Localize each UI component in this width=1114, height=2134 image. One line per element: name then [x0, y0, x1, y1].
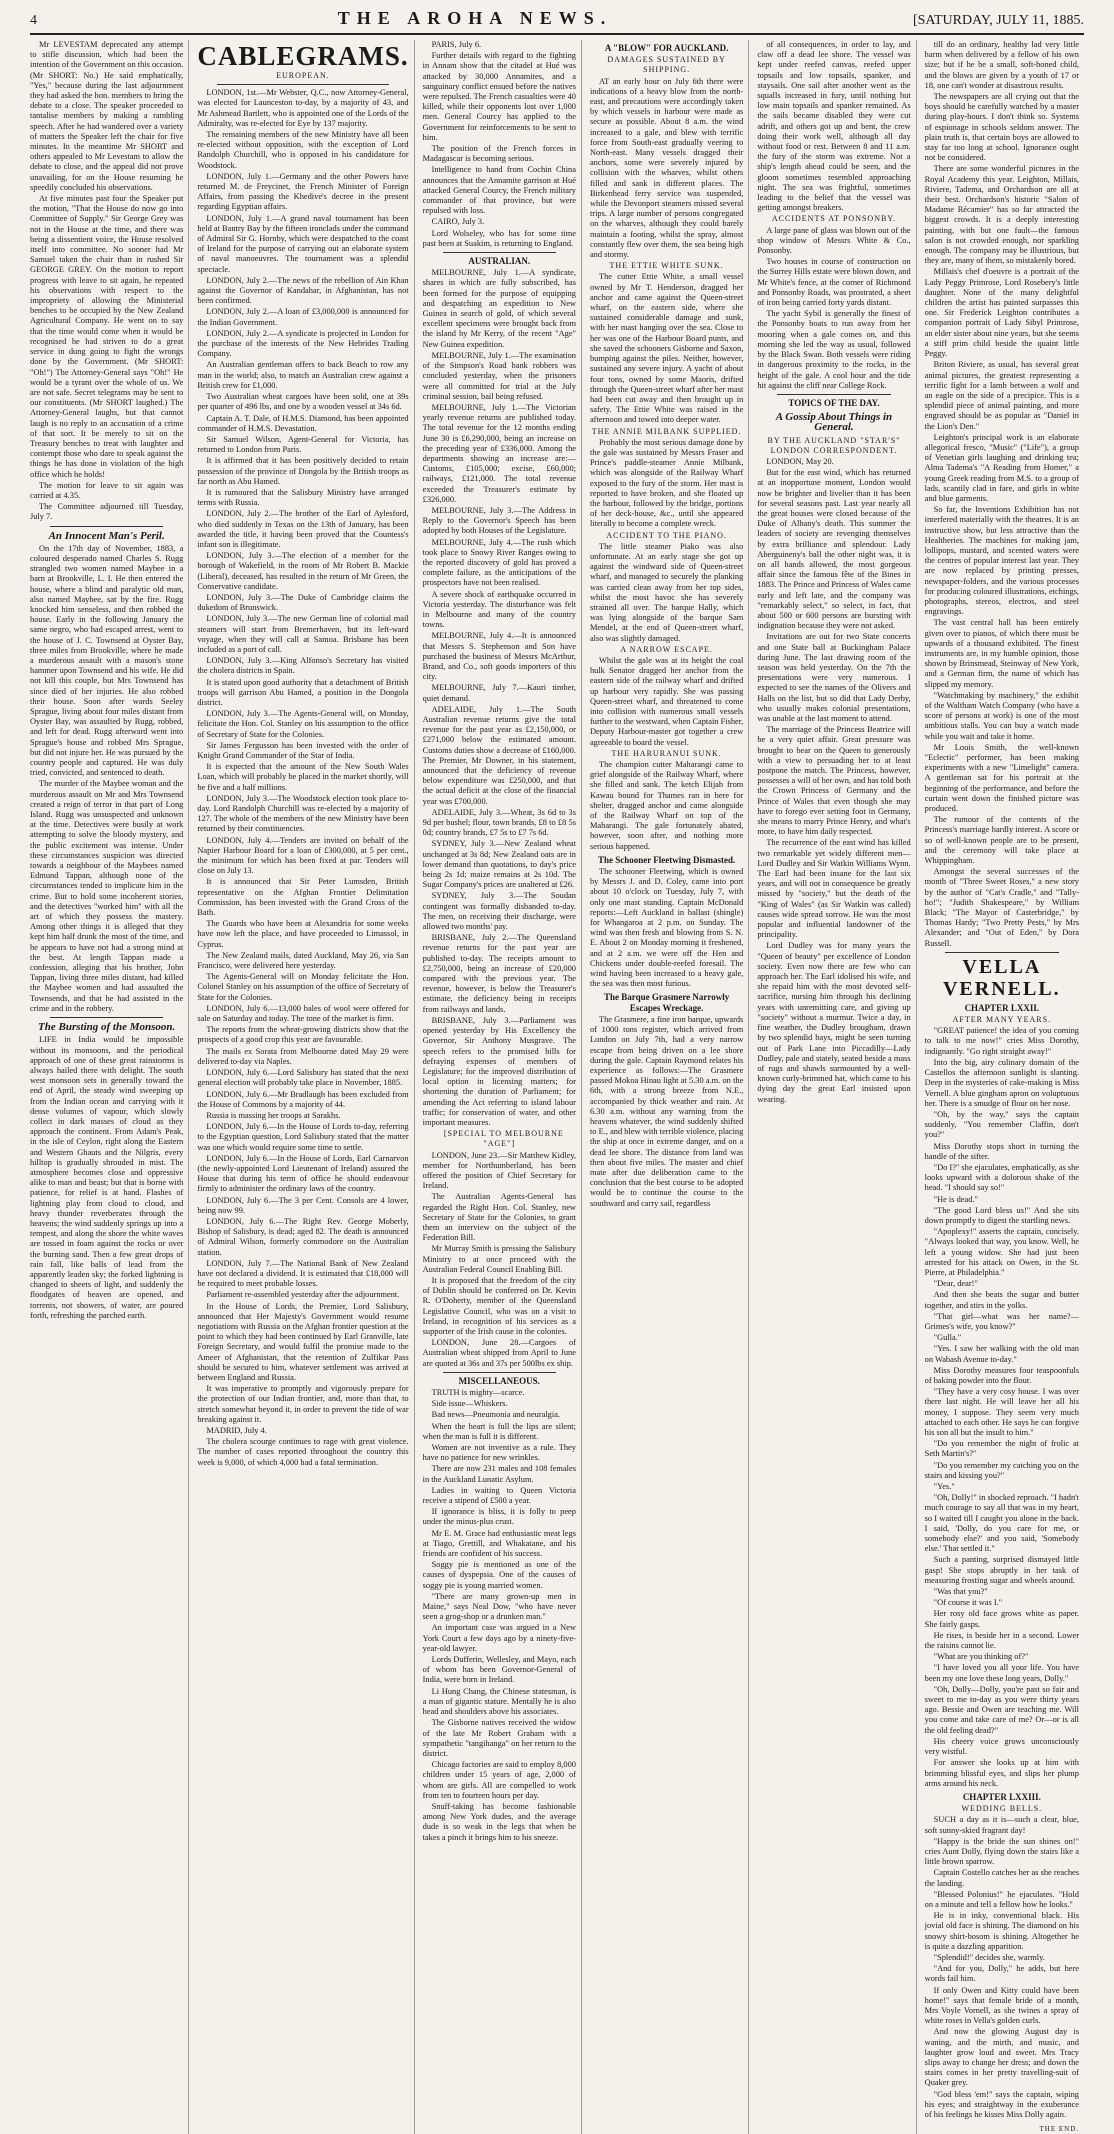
article-paragraph: The cholera scourge continues to rage with great violence. The number of cases reported throughout the country this week is 9,000, of which 4,000 had a fatal termination.: [197, 1437, 409, 1467]
article-paragraph: In the House of Lords, the Premier, Lord Salisbury, announced that Her Majesty's Government would resume negotiations with Russia on the Afghan frontier question at the point to which they had been continued by Earl Granville, late Foreign Secretary, and would fulfil the promise made to the Ameer of Afghanistan, that the retention of Zulfikar Pass should be secured to him, whatever settlement was arrived at between England and Russia.: [197, 1301, 409, 1382]
article-paragraph: till do an ordinary, healthy lad very little harm when delivered by a fellow of his own size; but if he be a small, soft-boned child, and the blows are given by a youth of 17 or 18, one can't wonder at disastrous results.: [924, 40, 1079, 90]
misc-item: Mr E. M. Grace had enthusiastic meat legs at Tiago, Grettill, and Whakatane, and his friends are confident of his success.: [422, 1528, 576, 1559]
article-paragraph: Captain A. T. Dale, of H.M.S. Diamond, has been appointed commander of H.M.S. Devastation.: [197, 413, 409, 433]
story-paragraph: Her rosy old face grows white as paper. She fairly gasps.: [924, 1609, 1079, 1629]
article-paragraph: At five minutes past four the Speaker put the motion, "That the House do now go into Committee of Supply." Sir George Grey was not in the House at the time, and there was being a dissentient voice, the House resolved itself into committee. No sooner had Mr Samuel taken the chair than in rushed Sir GEORGE GREY. On the motion to report progress with leave to sit again, he repeated his observations with respect to the impropriety of allowing the Ministerial benches to be occupied by the New Zealand Agricultural Company. He went on to say that the time would come when it would be recognised he had striven to do a great service in dung going to fight the wrongs done by the Government. (Mr SHORT: "Oh!") The Attorney-General says "Oh!" He would be a tyrant over the whole of us. We are not safe. Secret telegrams may be sent to our constituents. (Mr SHORT laughed.) The Attorney-General laughs, but that cannot laugh is no reply to an accusation of a crime of that sort. It be merely to sit on the Treasury benches to treat with laughter and contempt those who dare to speak against the things he has done in violation of the high office which he holds!: [30, 194, 184, 479]
story-paragraph: "Yes. I saw her walking with the old man on Wabash Avenue to-day.": [924, 1344, 1079, 1364]
article-paragraph: Lord Dudley was for many years the "Queen of beauty" per excellence of London society. Even now there are few who can approach her. The Earl idolised his wife, and she repaid him with the most devoted self-sacrifice, nursing him through his declining years with unremitting care, and giving up "society" without a murmur. Twice a day, in fine weather, the Dudley brougham, drawn by two splendid bays, might be seen turning out of Park Lane into Piccadilly—Lady Dudley, pale and stately, seated beside a mass of rugs and shawls surmounted by a well-known curly-brimmed hat, which came to his dying day the great Earl insisted upon wearing.: [757, 941, 911, 1104]
article-paragraph: The New Zealand mails, dated Auckland, May 26, via San Francisco, were delivered here yesterday.: [197, 950, 409, 971]
article-paragraph: So far, the Inventions Exhibition has not interfered materially with the theatres. It is an instructive show, but less attractive than the Healtheries. The machines for making jam, lollipops, mustard, and scented waters were the centres of popular interest last year. They are now replaced by printing presses, newspaper-folders, and the various processes for producing coloured illustrations, etchings, photographs, stereos, electros, and steel engravings.: [924, 505, 1079, 617]
article-paragraph: AT an early hour on July 6th there were indications of a heavy blow from the north-east, and precautions were accordingly taken by which vessels in harbour were made as secure as possible. About 8 a.m. the wind increased to a gale, and blew with terrific force from South-east gradually veering to North-east. Many vessels dragged their anchors, some were severely injured by collision with the wharves, whilst others filled and sank in different places. The Birkenhead ferry service was suspended, while the Devonport steamers missed several trips. A large number of persons congregated on the wharves, although they could barely maintain a footing, whilst the spray, almost constantly flew over them, the sea being high and stormy.: [589, 76, 744, 260]
article-paragraph: LONDON, July 6.—In the House of Lords to-day, referring to the Egyptian question, Lord Salisbury stated that the matter was one which would require some time to settle.: [197, 1122, 409, 1152]
article-paragraph: LONDON, July 1.—Germany and the other Powers have returned M. de Freycinet, the French Minister of Foreign Affairs, from passing the Khedive's decree in the present regarding Egyptian affairs.: [197, 171, 409, 212]
story-paragraph: "They have a very cosy house. I was over there last night. He will leave her all his money, I suppose. They seem very much attached to each other. He says he can forgive his son all but the insult to him.": [924, 1387, 1079, 1437]
article-paragraph: LONDON, July 2.—The news of the rebellion of Ain Khan against the Governor of Kandahar, in Afghanistan, has not been confirmed.: [197, 275, 409, 306]
story-paragraph: For answer she looks up at him with brimming blissful eyes, and slips her plump arms around his neck.: [924, 1758, 1079, 1788]
article-paragraph: The marriage of the Princess Beatrice will be a very quiet affair. Great pressure was brought to bear on the Queen to generously with a view to persuading her to at least postpone the match. The Princess, however, possesses a will of her own, and has told both the Crown Princess of Germany and the Prince of Wales that even though she may have to forego ever setting foot in Germany, she means to marry Prince Henry, and what's more, to have him daily respected.: [757, 725, 911, 837]
subhead-gossip: A Gossip About Things in General.: [775, 411, 893, 434]
story-paragraph: "Dear, dear!": [933, 1279, 978, 1289]
article-paragraph: LONDON, July 3.—The Duke of Cambridge claims the dukedom of Brunswick.: [197, 592, 409, 613]
article-paragraph: The reports from the wheat-growing districts show that the prospects of a good crop this year are favourable.: [197, 1025, 409, 1045]
subhead: ACCIDENT TO THE PIANO.: [606, 530, 727, 540]
article-paragraph: ADELAIDE, July 1.—The South Australian revenue returns give the total revenue for the past year as £2,150,000, or £271,000 below the estimated amount. Customs duties show a decrease of £160,000. The Premier, Mr Downer, in his statement, announced that the deficiency of revenue below expenditure was £250,000, and that the actual deficit at the close of the financial year was £700,000.: [422, 704, 576, 806]
article-paragraph: Two Australian wheat cargoes have been sold, one at 39s per quarter of 496 lbs, and one by a wooden vessel at 34s 6d.: [197, 392, 409, 412]
section-head-miscellaneous: MISCELLANEOUS.: [458, 1375, 540, 1386]
article-paragraph: Parliament re-assembled yesterday after the adjournment.: [206, 1290, 400, 1300]
story-paragraph: His cheery voice grows unconsciously very wistful.: [924, 1736, 1079, 1757]
article-paragraph: LONDON, July 1.—A grand naval tournament has been held at Bantry Bay by the fifteen ironclads under the command of Admiral Sir G. Hornby, which were despatched to the coast of Ireland for the purpose of carrying out an elaborate system of naval manoeuvres. The tournament was a splendid spectacle.: [197, 213, 409, 274]
story-paragraph: Captain Costello catches her as she reaches the landing.: [924, 1868, 1079, 1888]
article-paragraph: SYDNEY, July 3.—New Zealand wheat unchanged at 3s 8d; New Zealand oats are in lower demand than quotations, to day's price being 2s 1d; maize remains at 2s 10d. The Sugar Company's prices are unaltered at £26.: [422, 839, 576, 890]
story-paragraph: "Gulla.": [933, 1333, 962, 1343]
article-paragraph: The yacht Sybil is generally the finest of the Ponsonby boats to run away from her mooring when a gale comes on, and this morning she led the way as usual, followed by the Black Swan. Both vessels were riding in dangerous proximity to the rocks, in the height of the gale. A cool hour and the tide hit against the cliff near College Rock.: [757, 309, 911, 390]
chapter-subtitle: WEDDING BELLS.: [961, 1804, 1043, 1814]
divider: [777, 394, 890, 395]
article-paragraph: Sir Samuel Wilson, Agent-General for Victoria, has returned to London from Paris.: [197, 434, 409, 455]
story-paragraph: "And for you, Dolly," he adds, but here words fail him.: [924, 1964, 1079, 1984]
story-paragraph: Such a panting, surprised dismayed little gasp! She stops abruptly in her task of measuring frosting sugar and wheels around.: [924, 1555, 1079, 1585]
story-paragraph: "Was that you?": [933, 1587, 988, 1597]
article-paragraph: It is stated upon good authority that a detachment of British troops will garrison Abu Hamed, a position in the Dongola district.: [197, 677, 409, 707]
story-paragraph: Into the big, airy culinary domain of the Castellos the afternoon sunlight is slanting. Deep in the mysteries of cake-making is Miss Vernell. A blue gingham apron on voluptuous her. There is a smudge of flour on her nose.: [924, 1057, 1079, 1108]
article-paragraph: MELBOURNE, July 1.—The Victorian yearly revenue returns are published today. The total revenue for the 12 months ending June 30 is £6,290,000, being an increase on the preceding year of £336,000. Among the departments showing an increase are:—Customs, £105,000; excise, £60,000; railways, £121,000. The total revenue exceeded the Treasurer's estimate by £326,000.: [422, 402, 576, 504]
article-paragraph: LONDON, July 3.—King Alfonso's Secretary has visited the cholera districts in Spain.: [197, 656, 409, 676]
headline-blow-for-auckland: A "BLOW" FOR AUCKLAND.: [604, 43, 729, 53]
article-paragraph: The champion cutter Maharangi came to grief alongside of the Railway Wharf, where she filled and sank. The ketch Elijah from Kawau bound for Thames ran in here for shelter, dragged anchor and came alongside of the Railway Wharf on top of the Maharangi. The gale fortunately abated, however, soon after, and nothing more serious happened.: [589, 760, 744, 851]
divider: [50, 1017, 163, 1018]
story-paragraph: "Blessed Polonius!" he ejaculates. "Hold on a minute and tell a fellow how he looks.": [924, 1889, 1079, 1909]
article-paragraph: Probably the most serious damage done by the gale was sustained by Messrs Fraser and Prince's paddle-steamer Annie Milbank, which was alongside of the Railway Wharf exposed to the fury of the storm. Her mast is reported to have broken, and she floated up the harbour, followed by the bridge, portions of her deck-house, &c., until she appeared literally to become a complete wreck.: [589, 437, 744, 529]
the-end-mark: THE END.: [1039, 2125, 1079, 2134]
article-paragraph: MELBOURNE, July 1.—The examination of the Simpson's Road bank robbers was concluded yesterday, when the prisoners were all committed for trial at the July criminal session, bail being refused.: [422, 350, 576, 401]
article-paragraph: Intelligence to hand from Cochin China announces that the Annamite garrison at Hué attacked General Courcy, the French military commander of that province, but were repulsed with loss.: [422, 165, 576, 216]
story-paragraph: "What are you thinking of?": [933, 1652, 1029, 1662]
article-paragraph: But for the east wind, which has returned at an inopportune moment, London would now be brighter and livelier than it has been for several seasons past. Last year nearly all the great houses were closed because of the Duke of Albany's death. This summer the leaders of society are revenging themselves by extra brilliance and splendour. Lady Aberguineny's ball the other night was, it is on all hands allowed, the most gorgeous affair since the famous fête of the Bines in 1883. The Prince and Princess of Wales came early and left late, and the company was "remarkably select," so select, in fact, that about 500 or 600 persons are bursting with indignation because they were not asked.: [757, 468, 911, 631]
dateline: MADRID, July 4.: [206, 1426, 267, 1435]
misc-item: Women are not inventive as a rule. They have no patience for new wrinkles.: [422, 1443, 576, 1463]
article-paragraph: SYDNEY, July 3.—The Soudan contingent was formally disbanded to-day. The men, on receiving their discharge, were allowed two months' pay.: [422, 891, 576, 932]
column-6: [925, 40, 1084, 2134]
article-paragraph: The mails ex Sorata from Melbourne dated May 29 were delivered to-day via Naples.: [197, 1046, 409, 1066]
masthead-rule: [30, 33, 1084, 35]
article-paragraph: Leighton's principal work is an elaborate allegorical fresco, "Music" ("Life"), a group of Venetian girls laughing and drinking tea; Alma Tadema's "A Reading from Homer," a young Greek reading from M.S. to a group of lads, scantily clad in fare, and girls in white and blue garments.: [924, 432, 1079, 503]
story-paragraph: "The good Lord bless us!" And she sits down promptly to digest the startling news.: [924, 1205, 1079, 1225]
article-paragraph: It is announced that Sir Peter Lumsden, British representative on the Afghan Frontier Delimitation Commission, has been invested with the Grand Cross of the Bath.: [197, 877, 409, 918]
article-paragraph: It is affirmed that it has been positively decided to retain possession of the province of Dongola by the British troops as far north as Abu Hamed.: [197, 456, 409, 486]
story-paragraph: "GREAT patience! the idea of you coming to talk to me now!" cries Miss Dorothy, indignantly. "Go right straight away!": [924, 1026, 1079, 1056]
article-paragraph: BRISBANE, July 2.—The Queensland revenue returns for the past year are published to-day. The receipts amount to £2,750,000, being an increase of £20,000 compared with the previous year. The revenue, however, is below the Treasurer's estimate, the deficiency being in receipts from railways and lands.: [422, 933, 576, 1014]
article-paragraph: MELBOURNE, July 7.—Kauri timber, quiet demand.: [422, 683, 576, 703]
story-paragraph: SUCH a day as it is—such a clear, blue, soft sunny-skied fragrant day!: [924, 1815, 1079, 1835]
article-paragraph: The Agents-General will on Monday felicitate the Hon. Colonel Stanley on his assumption of the office of Secretary of State for the Colonies.: [197, 972, 409, 1002]
article-paragraph: LONDON, July 4.—Tenders are invited on behalf of the Napier Harbour Board for a loan of £300,000, at 5 per cent., the minimum for which has been fixed at par. Tenders will close on July 13.: [197, 835, 409, 876]
article-paragraph: It was imperative to promptly and vigorously prepare for the protection of our Indian frontier, and, more than that, to stretch somewhat beyond it, in order to prevent the tide of war breaking against it.: [197, 1384, 409, 1424]
misc-item: Chicago factories are said to employ 8,000 children under 15 years of age, 2,000 of whom are girls. All are compelled to work from ten to fourteen hours per day.: [422, 1760, 576, 1800]
story-paragraph: He rises, is beside her in a second. Lower the raisins cannot lie.: [924, 1630, 1079, 1651]
article-paragraph: The little steamer Piako was also unfortunate. At an early stage she got up against the windward side of Queen-street wharf, and managed to securely the planking was carried clean away from her top sides, whilst the most havoc she has severely strained all over. The barque Hally, which was lying alongside of the barque Sam Mendel, at the end of Queen-street wharf, also was slightly damaged.: [589, 541, 744, 643]
divider: [50, 526, 163, 527]
article-paragraph: LONDON, July 6.—The 3 per Cent. Consols are 4 lower, being now 99.: [197, 1195, 409, 1215]
divider: [443, 1372, 556, 1373]
column-4: [590, 40, 749, 2134]
byline: BY THE AUCKLAND "STAR'S" LONDON CORRESPONDENT.: [767, 435, 901, 455]
article-paragraph: LONDON, July 2.—A syndicate is projected in London for the purchase of the interests of the New Hebrides Trading Company.: [197, 328, 409, 359]
article-paragraph: The cutter Ettie White, a small vessel owned by Mr T. Henderson, dragged her anchor and came against the Queen-street wharf, on the eastern side, where she sustained considerable damage and sunk, with her mast hanging over the sea. Close to her was one of the Harbour Board punts, and she saved the schooners Gisborne and Saxon, bumping against the piles. Neither, however, sustained any severe injury. A yacht of about four tons, owned by some Maoris, drifted through the Queen-street wharf after her mast had been cut away and then brought up in safety. The Ettie White was raised in the afternoon and towed into deeper water.: [589, 272, 744, 425]
article-paragraph: The position of the French forces in Madagascar is becoming serious.: [422, 144, 576, 164]
story-paragraph: "Of course it was I.": [933, 1598, 1003, 1608]
misc-item: When the heart is full the lips are silent; when the man is full it is different.: [422, 1421, 576, 1441]
column-1: [30, 40, 189, 2134]
article-paragraph: The rumour of the contents of the Princess's marriage hardly interest. A score or so of well-known people are to be present, and the ceremony will take place at Whippingham.: [924, 815, 1079, 866]
subhead: A NARROW ESCAPE.: [620, 644, 713, 654]
dateline: LONDON, May 20.: [766, 456, 834, 466]
dateline: CAIRO, July 3.: [431, 217, 485, 227]
article-paragraph: LONDON, July 3.—The new German line of colonial mail steamers will start from Bremerhaven, but its left-ward voyage, when they will call at Samoa. Brisbane has been included as a port of call.: [197, 614, 409, 654]
headline-schooner-dismasted: The Schooner Fleetwing Dismasted.: [597, 854, 736, 865]
story-paragraph: And then she beats the sugar and butter together, and stirs in the yolks.: [924, 1290, 1079, 1310]
article-paragraph: LIFE in India would be impossible without its monsoons, and the periodical approach of one of these great rainstorms is always hailed there with delight. The south west monsoon sets in generally toward the end of April, the steady wind sweeping up from the Indian ocean and carrying with it dense volumes of vapour, which slowly collect in dark masses of cloud as they approach the continent. From Adam's Peak, in the isle of Ceylon, right along the Eastern and Western Ghauts and the Nilgris, every hilltop is gradually shrouded in mist. The atmosphere becomes close and oppressive alike to man and beast; but that is borne with patience, for relief is at hand. Flashes of lightning play from cloud to cloud, and heavy thunder reverberates through the heavens; the wind suddenly springs up into a tempest, and along the shore the white waves are tossed in foam against the rocks or over the burning sand. Then a few great drops of rain fall, like balls of lead from the apparently leaden sky; the forked lightning is changed to sheets of light, and suddenly the floodgates of heaven are opened, and torrents, not showers, of water, are poured forth, refreshing the parched earth.: [30, 1035, 184, 1320]
story-paragraph: "Do you remember my catching you on the stairs and kissing you?": [924, 1460, 1079, 1480]
story-paragraph: Miss Dorothy stops short in turning the handle of the sifter.: [924, 1141, 1079, 1161]
column-5: [757, 40, 916, 2134]
article-paragraph: LONDON, July 6.—The Right Rev. George Moberly, Bishop of Salisbury, is dead; aged 82. The death is announced of Admiral Wilson, formerly commodore on the Australian station.: [197, 1216, 409, 1257]
article-paragraph: The vast central hall has been entirely given over to pianos, of which there must be upwards of a thousand exhibited. The finest instruments are, in my humble opinion, those shown by Brinsmead, Steinway of New York, and a German firm, the name of which has slipped my memory.: [924, 618, 1079, 689]
story-paragraph: Miss Dorothy measures four teaspoonfuls of baking powder into the flour.: [924, 1365, 1079, 1385]
misc-item: Ladies in waiting to Queen Victoria receive a stipend of £500 a year.: [422, 1485, 576, 1506]
article-paragraph: The murder of the Maybee woman and the murderous assault on Mr and Mrs Townsend created a reign of terror in that part of Long Island. Rugg was unsuspected and unknown at the time. Detectives were busily at work attempting to solve the bloody mystery, and the public excitement was intense. Under these circumstances suspicion was directed towards a neighbour of the Maybees named Edmund Tappan, although none of the circumstances tended to implicate him in the crime. But to hold some incoherent stories, and the detectives "worked him" with all the art of which they possess the mastery. Among other things it is alleged that they kept him half drunk the most of the time, and he appears to have not had a strong mind at the best. At length Tappan made a confession, alleging that his brother, John Tappan, living three miles distant, had killed the Maybee women and had assaulted the Townsends, and that he had assisted in the crime and in the robbery.: [30, 779, 184, 1013]
headline-topics-of-the-day: TOPICS OF THE DAY.: [788, 397, 880, 408]
article-paragraph: MELBOURNE, July 4.—The rush which took place to Snowy River Ranges owing to the reported discovery of gold has proved a complete failure, as the anticipations of the prospectors have not been realised.: [422, 537, 576, 588]
dateline: PARIS, July 6.: [431, 40, 482, 49]
story-paragraph: "Do I?" she ejaculates, emphatically, as she looks upward with a dolorous shake of the head. "I should say so!": [924, 1162, 1080, 1193]
article-paragraph: Amongst the several successes of the month of "Three Sweet Roses," a new story by the author of "Cat's Cradle," and "Tally-ho!"; "Judith Shakespeare," by William Black; "The Mayor of Casterbridge," by Thomas Hardy; "Two Pretty Pests," by Mrs Alexander; and "Out of Eden," by Dora Russell.: [924, 867, 1079, 948]
subhead: THE HARURANUI SUNK.: [611, 748, 722, 758]
story-paragraph: "Yes.": [933, 1482, 955, 1492]
misc-item: Snuff-taking has become fashionable among New York dudes, and the average dude is so weak in the legs that when he takes a pinch it brings him to his sneeze.: [422, 1801, 576, 1842]
article-paragraph: of all consequences, in order to lay, and claw off a dead lee shore. The vessel was kept under reefed canvas, reefed upper topsails and low topsails, spanker, and staysails. One sail after another went as the squalls increased in fury, until nothing but low main topsails and spanker remained. As the sails became disabled they were cut adrift, and others got up and bent, the crew doing their work well, although all day without food or rest. Between 8 and 11 a.m. the fury of the storm was extreme. Not a ship's length ahead could be seen, and the gloom sometimes resembled approaching night. The sea was frightful, sometimes leading to the belief that the vessel was getting amongst breakers.: [757, 40, 911, 213]
article-paragraph: An Australian gentleman offers to back Beach to row any man in the world; also, to match an Australian crew against a British crew for £1,000.: [197, 360, 409, 390]
special-cable-head: [SPECIAL TO MELBOURNE "AGE"]: [443, 1129, 564, 1149]
section-subhead-european: EUROPEAN.: [276, 71, 330, 80]
article-paragraph: LONDON, July 7.—The National Bank of New Zealand have not declared a dividend. It is estimated that £18,000 will be required to meet probable losses.: [197, 1258, 409, 1289]
article-paragraph: LONDON, July 3.—The election of a member for the borough of Wakefield, in the room of Mr Robert B. Mackie (Liberal), deceased, has resulted in the return of Mr Green, the Conservative candidate.: [197, 551, 409, 591]
article-paragraph: MELBOURNE, July 4.—It is announced that Messrs S. Stephenson and Son have purchased the business of Messrs McArthur, Brand, and Co., soft goods importers of this city.: [422, 631, 576, 682]
story-paragraph: "God bless 'em!" says the captain, wiping his eyes; and straightway in the exuberance of his feelings he kisses Miss Dolly again.: [924, 2089, 1079, 2119]
misc-item: There are now 231 males and 108 females in the Auckland Lunatic Asylum.: [422, 1464, 576, 1484]
article-paragraph: On the 17th day of November, 1883, a coloured desperado named Charles S. Rugg strangled two women named Maybee in a barn at Brookville, L. I. He then entered the house, where a blind and paralytic old man, also named Maybee, sat by the fire. Rugg knocked him senseless, and then robbed the house. Early in the following January the same negro, who had escaped arrest, went to the house of J. C. Townsend at Oyster Bay, three miles from Brookville, where he made a murderous assault with a mason's stone hammer upon Townsend and his wife. He did not kill this couple, but Mrs Townsend has since died of her injuries. He also robbed their house. Soon after wards Seeley Sprague, living about four miles distant from Oyster Bay, was assaulted by Rugg, robbed, and left for dead. Rugg afterward went into Sprague's house and robbed Mrs Sprague, but did not injure her. He was pursued by the country people and captured. He was duly tried, convicted, and sentenced to death.: [30, 543, 184, 778]
article-paragraph: A large pane of glass was blown out of the shop window of Messrs White & Co., Ponsonby.: [757, 225, 911, 256]
divider: [217, 84, 388, 85]
story-paragraph: "Oh, Dolly—Dolly, you're past so fair and sweet to me to-day as you were thirty years ago. Bessie and Owen are teaching me. Will you come and take care of me? Or—or is all the old feeling dead?": [924, 1684, 1079, 1735]
article-paragraph: ADELAIDE, July 3.—Wheat, 3s 6d to 3s 9d per bushel; flour, town brands, £8 to £8 5s 0d; country brands, £7 5s to £7 7s 6d.: [422, 807, 576, 838]
newspaper-title: THE AROHA NEWS.: [337, 8, 613, 28]
misc-item: TRUTH is mighty—scarce.: [431, 1388, 525, 1397]
article-paragraph: LONDON, July 6.—13,000 bales of wool were offered for sale on Saturday and today. The tone of the market is firm.: [197, 1003, 409, 1024]
misc-item: Side issue—Whiskers.: [431, 1399, 508, 1409]
article-paragraph: It is rumoured that the Salisbury Ministry have arranged terms with Russia.: [197, 487, 409, 508]
article-paragraph: The motion for leave to sit again was carried at 4.35.: [30, 480, 184, 500]
article-paragraph: The Committee adjourned till Tuesday, July 7.: [30, 502, 184, 522]
subhead-damages: DAMAGES SUSTAINED BY SHIPPING.: [607, 55, 726, 75]
article-paragraph: Two houses in course of construction on the Surrey Hills estate were blown down, and Mr White's fence, at the corner of Richmond and Ponsonby Roads, was prostrated, a sheet of iron being carried forty yards distant.: [757, 257, 911, 308]
misc-item: "There are many grown-up men in Maine," says Neal Dow, "who have never seen a grog-shop or a drunken man.": [422, 1591, 576, 1622]
article-paragraph: It is proposed that the freedom of the city of Dublin should be conferred on Dr. Kevin R. O'Doherty, member of the Queensland Legislative Council, who was on a visit to Ireland, in recognition of his services as a supporter of the Irish cause in the colonies.: [422, 1275, 576, 1336]
article-paragraph: The remaining members of the new Ministry have all been re-elected without opposition, with the exception of Lord Randolph Churchill, who is opposed in his candidature for Woodstock.: [197, 130, 409, 170]
page-number: 4: [30, 13, 37, 28]
headline-innocent-mans-peril: An Innocent Man's Peril.: [48, 529, 165, 542]
divider: [945, 952, 1059, 953]
section-head-australian: AUSTRALIAN.: [468, 256, 531, 267]
article-paragraph: LONDON, July 3.—The Agents-General will, on Monday, felicitate the Hon. Col. Stanley on his assumption to the office of Secretary of State for the Colonies.: [197, 709, 409, 739]
story-paragraph: "I have loved you all your life. You have been my one love these long years, Dolly.": [924, 1663, 1079, 1683]
chapter-heading: CHAPTER LXXIII.: [962, 1791, 1041, 1802]
story-paragraph: "Apoplexy!" asserts the captain, concisely. "Always looked that way, you know. Well, he left a young widow. She had just been arrested for his attack on Owen, in the St. Pierre, at Philadelphia.": [924, 1227, 1079, 1277]
article-paragraph: LONDON, June 28.—Cargoes of Australian wheat shipped from April to June are quoted at 36s and 37s per 500lbs ex ship.: [422, 1338, 576, 1368]
article-paragraph: Mr LEVESTAM deprecated any attempt to stifle discussion, which had been the intention of the Government on this occasion. (Mr SHORT: No.) He said emphatically, "Yes," because during the last adjournment they had asked the hon. members to bring the debate to a close. The speaker proceeded to tantalise members by making a rambling speech. After he had wandered over a variety of matters the Speaker left the chair for five minutes. In the meantime Mr SHORT and others appealed to Mr Levestam to allow the debate to close, and the appeal did not prove unavailing, for on the House resuming he speedily concluded his observations.: [30, 40, 184, 192]
divider: [443, 252, 556, 253]
story-paragraph: "Oh, Dolly!" in shocked reproach. "I hadn't much courage to say all that was in my heart, so I waited till I caught you alone in the back. I said, 'Dolly, do you care for me, or somebody else?' and you said, 'Somebody else.' That settled it.": [924, 1493, 1079, 1554]
article-paragraph: Whilst the gale was at its height the coal hulk Senator dragged her anchor from the eastern side of the railway wharf and drifted up harbour very rapidly. She was passing Queen-street wharf, and threatened to come into collision with numerous small vessels further to the westward, when Captain Fisher, Deputy Harbour-master got together a crew agreeable to board the vessel.: [589, 655, 744, 747]
article-paragraph: MELBOURNE, July 3.—The Address in Reply to the Governor's Speech has been adopted by both Houses of the Legislature.: [422, 505, 576, 536]
article-paragraph: The Australian Agents-General has regarded the Right Hon. Col. Stanley, new Secretary of State for the Colonies, to grant them an interview on the subject of the Federation Bill.: [422, 1192, 576, 1243]
masthead: [30, 8, 1084, 30]
article-paragraph: LONDON, July 2.—A loan of £3,000,000 is announced for the Indian Government.: [197, 307, 409, 327]
column-2: [197, 40, 414, 2134]
misc-item: Li Hung Chang, the Chinese statesman, is a man of gigantic stature. Mentally he is also head and shoulders above his associates.: [422, 1686, 576, 1717]
story-paragraph: "He is dead.": [933, 1194, 978, 1204]
article-paragraph: A severe shock of earthquake occurred in Victoria yesterday. The disturbance was felt in Melbourne and many of the country towns.: [422, 589, 576, 630]
article-paragraph: Sir James Fergusson has been invested with the order of Knight Grand Commander of the Star of India.: [197, 740, 409, 760]
story-paragraph: "That girl—what was her name?—Grimes's wife, you know?": [924, 1311, 1079, 1331]
article-paragraph: Invitations are out for two State concerts and one State ball at Buckingham Palace during June. The last drawing room of the season was held yesterday. On the 7th the presentations were very numerous. I expected to see the names of the Olivers and Halls on the list, but so did that Lady Derby, who usually makes colonial presentations, was unable at the last moment to attend.: [757, 632, 911, 723]
column-3: [423, 40, 582, 2134]
article-paragraph: Russia is massing her troops at Sarakhs.: [206, 1110, 341, 1120]
article-paragraph: LONDON, July 2.—The brother of the Earl of Aylesford, who died suddenly in Texas on the 13th of January, has been awarded the title, it having been proved that the Countess's infant son is illegitimate.: [197, 509, 409, 549]
article-paragraph: Briton Riviere, as usual, has several great animal pictures, the greatest representing a terrific fight for a lamb between a wolf and an eagle on the side of a precipice. This is a splendid piece of animal painting, and more engraved should be as popular as "Daniel in the Lion's Den.": [924, 360, 1079, 431]
article-paragraph: The schooner Fleetwing, which is owned by Messrs J. and D. Coley, came into port about 10 o'clock on Tuesday, July 7, with only one mast standing. Captain McDonald reports:—Left Auckland in ballast (shingle) for Whangaroa at 2 p.m. on Sunday. The wind was then fresh and blowing from S. N. E. About 2 on Monday morning it freshened, and at 2 a.m. we were off the Hen and Chickens under double-reefed foresail. The wind having been increased to a heavy gale, the sea was then most furious.: [589, 867, 744, 989]
chapter-heading: CHAPTER LXXII.: [964, 1002, 1040, 1013]
subhead: THE ETTIE WHITE SUNK.: [609, 261, 724, 271]
article-paragraph: LONDON, June 23.—Sir Matthew Kidley, member for Northumberland, has been offered the position of Chief Secretary for Ireland.: [422, 1150, 576, 1191]
article-paragraph: The newspapers are all crying out that the boys should be carefully watched by a master during play-hours. I don't think so. Systems of espionage in schools seldom answer. The plain truth is, that certain boys are allowed to stay far too long at school. Ignorance ought not be considered.: [924, 92, 1079, 163]
issue-date: [SATURDAY, JULY 11, 1885.: [912, 13, 1084, 28]
chapter-subtitle: AFTER MANY YEARS.: [952, 1015, 1052, 1025]
article-paragraph: LONDON, 1st.—Mr Webster, Q.C., now Attorney-General, was elected for Launceston to-day, by a majority of 43, and Mr Ashmead Bartlett, who is appointed one of the Lords of the Admiralty, was re-elected for Eye by 137 majority.: [197, 88, 409, 128]
columns: [30, 40, 1084, 2134]
article-paragraph: There are some wonderful pictures in the Royal Academy this year. Leighton, Millais, Riviere, Tadema, and Orchardson are all at their best. Orchardson's historic "Salon of Madame Récamier" has so far attracted the biggest crowds. It is a deeply interesting painting, with but one fault—the famous salon is not crowded enough, nor sparkling enough. The company may be illustrious, but they are, many of them, so mistakenly bored.: [924, 164, 1079, 266]
article-paragraph: Millais's chef d'oeuvre is a portrait of the Lady Peggy Primrose, Lord Rosebery's little daughter. None of the many delightful children the artist has painted surpasses this one. Sir Frederick Leighton contributes a companion portrait of Lady Sibyl Primrose, an elder sister about nine years, but she seems a stiff prim child beside the quaint little Peggy.: [924, 267, 1079, 359]
article-paragraph: Mr Murray Smith is pressing the Salisbury Ministry to at once proceed with the Australian Federal Council Enabling Bill.: [422, 1244, 576, 1274]
article-paragraph: The Grasmere, a fine iron barque, upwards of 1000 tons register, which arrived from London on July 7th, had a very narrow escape from being driven on a lee shore during the gale. Captain Raymond relates his experience as follows:—The Grasmere passed Mokoa Hinau light at 5.30 a.m. on the 6th, with a strong breeze from N.E., accompanied by thick weather and rain. At 6.30 a.m. without any warning from the heavens whatever, the wind suddenly shifted to E., and blew with terrible violence, placing the ship at once in extreme danger, and on a dead lee shore. The distance from land was then about five miles. The master and chief mate after due deliberation came to the conclusion that the best course to be adopted would be to continue the course to the southward and carry sail, regardless: [589, 1014, 744, 1208]
article-paragraph: LONDON, July 6.—In the House of Lords, Earl Carnarvon (the newly-appointed Lord Lieutenant of Ireland) assured the House that during his term of office he should endeavour firmly to administer the ordinary laws of the country.: [197, 1153, 409, 1194]
article-paragraph: LONDON, July 6.—Mr Bradlaugh has been excluded from the House of Commons by a majority of 44.: [197, 1089, 409, 1109]
misc-item: An important case was argued in a New York Court a few days ago by a ninety-five-year-old lawyer.: [422, 1623, 576, 1653]
article-paragraph: Lord Wolseley, who has for some time past been at Suakim, is returning to England.: [422, 228, 576, 248]
story-paragraph: "Happy is the bride the sun shines on!" cries Aunt Dolly, flying down the stairs like a little brown sparrow.: [924, 1836, 1079, 1867]
article-paragraph: LONDON, July 3.—The Woodstock election took place to-day. Lord Randolph Churchill was re-elected by a majority of 127. The whole of the members of the new Ministry have been returned by their constituencies.: [197, 793, 409, 834]
misc-item: The Gisborne natives received the widow of the late Mr Robert Graham with a sympathetic "tangihanga" on her return to the district.: [422, 1718, 576, 1758]
headline-barque-grasmere: The Barque Grasmere Narrowly Escapes Wreckage.: [604, 992, 730, 1013]
headline-monsoon: The Bursting of the Monsoon.: [38, 1021, 176, 1034]
misc-item: Lords Dufferin, Wellesley, and Mayo, each of whom has been Governor-General of India, were born in Ireland.: [422, 1655, 576, 1685]
story-paragraph: "Do you remember the night of frolic at Seth Martin's?": [924, 1439, 1079, 1459]
story-paragraph: "Oh, by the way," says the captain suddenly, "You remember Claffin, don't you?": [924, 1109, 1079, 1140]
story-paragraph: "Splendid!" decides she, warmly.: [933, 1952, 1045, 1962]
story-paragraph: And now the glowing August day is waning, and the mirth, and music, and laughter grow loud and sweet. Mrs Tracy slips away to change her dress; and down the stairs comes in her pretty travelling-suit of Quaker grey.: [924, 2027, 1079, 2088]
cablegrams-banner: CABLEGRAMS.: [197, 41, 409, 71]
article-paragraph: The recurrence of the east wind has killed two remarkable yet widely different men—Lord Dudley and Sir Watkin Williams Wynn. The Earl had been insane for the last six years, and will not in consequence be greatly missed by "society," but the death of the "King of Wales" (as Sir Watkin was called) causes wide spread sorrow. He was the most popular and influential landowner of the principality.: [757, 838, 911, 940]
story-paragraph: If only Owen and Kitty could have been home!" says that female bride of a month, Mrs Voyle Vornell, as she twines a spray of white roses in Vella's golden curls.: [924, 1985, 1079, 2026]
story-paragraph: He is in inky, conventional black. His jovial old face is shining. The diamond on his snowy shirt-bosom is shining. Altogether he is quite a dazzling apparition.: [924, 1911, 1079, 1951]
serial-title-vella-vernell: VELLA VERNELL.: [942, 955, 1061, 1000]
misc-item: Bad news—Pneumonia and neuralgia.: [431, 1410, 561, 1420]
article-paragraph: Mr Louis Smith, the well-known "Eclectic" performer, has been making experiments with a new "Limelight" camera. A gentleman sat for his portrait at the beginning of the performance, and before the curtain went down the finished picture was produced.: [924, 742, 1079, 814]
article-paragraph: BRISBANE, July 3.—Parliament was opened yesterday by His Excellency the Governor, Sir Anthony Musgrave. The speech refers to the promised bills for defraying expenses of members of Legislature; for the improved distribution of local option in licensing matters; for shortening the duration of Parliament; for amending the Act referring to island labour traffic; for conservation of water, and other important measures.: [422, 1015, 576, 1127]
subhead: THE ANNIE MILBANK SUPPLIED.: [591, 426, 742, 436]
misc-item: Soggy pie is mentioned as one of the causes of dyspepsia. One of the causes of soggy pie is young married women.: [422, 1560, 576, 1590]
misc-item: If ignorance is bliss, it is folly to peep under the minus-plus crust.: [422, 1507, 576, 1527]
article-paragraph: Further details with regard to the fighting in Annam show that the citadel at Hué was attacked by 30,000 Annamites, and a sanguinary conflict ensued before the natives were repulsed. The French casualties were 40 killed, while their opponents lost over 1,000 men. General Courcy has applied to the Government for reinforcements to be sent to him.: [422, 51, 576, 142]
subhead-accidents-ponsonby: ACCIDENTS AT PONSONBY.: [771, 214, 897, 224]
article-paragraph: MELBOURNE, July 1.—A syndicate, shares in which are fully subscribed, has been formed for the purpose of equipping and despatching an expedition to New Guinea in search of gold, of which several excellent specimens were brought back from the island by Mr Kerry, of the recent "Age" New Guinea expedition.: [422, 268, 576, 349]
article-paragraph: LONDON, July 6.—Lord Salisbury has stated that the next general election will probably take place in November, 1885.: [197, 1068, 409, 1088]
article-paragraph: The Guards who have been at Alexandria for some weeks have now left the place, and have proceeded to Limassol, in Cyprus.: [197, 919, 409, 949]
article-paragraph: It is expected that the amount of the New South Wales Loan, which will probably be placed in the market shortly, will be five and a half millions.: [197, 762, 409, 792]
article-paragraph: "Watchmaking by machinery," the exhibit of the Waltham Watch Company (who have a score of persons at work) is one of the most ambitious stalls. You can buy a watch made while you wait and take it home.: [924, 690, 1079, 741]
